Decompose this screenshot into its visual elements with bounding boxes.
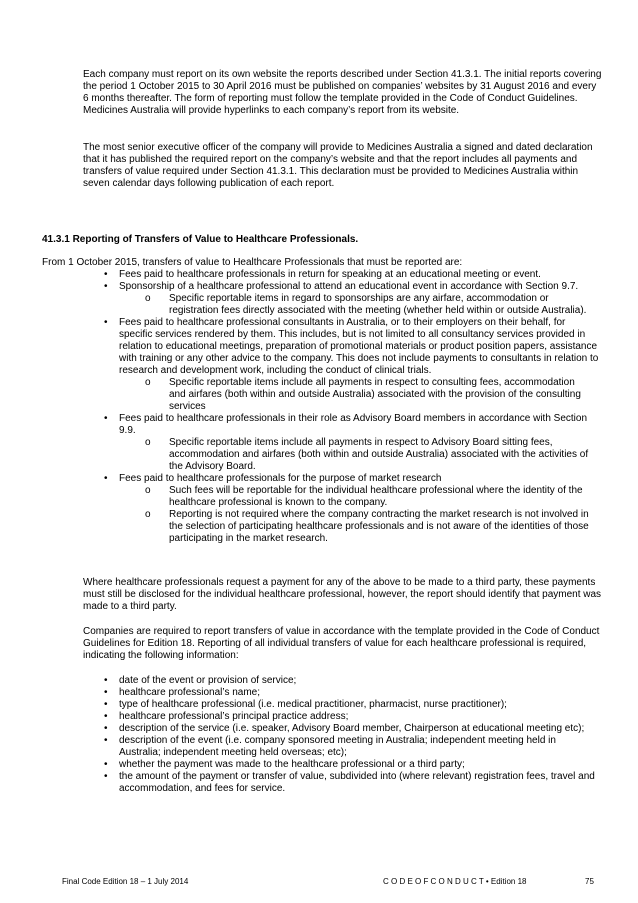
bullet-icon: o xyxy=(145,437,151,448)
sub-list-item xyxy=(119,509,589,545)
list-item-text: Sponsorship of a healthcare professional to attend an educational event in accordance with Section 9.7. xyxy=(119,281,579,292)
list-item-text: healthcare professional’s name; xyxy=(119,687,261,698)
sub-list-item-text: Specific reportable items include all payments in respect to consulting fees, accommodation and airfares (both within and outside Australia) associated with the provision of the consulting services xyxy=(169,377,581,412)
list-item xyxy=(0,711,599,723)
bullet-icon: o xyxy=(145,485,151,496)
bullet-icon: • xyxy=(104,281,108,292)
sub-list xyxy=(119,485,599,545)
footer-code-title xyxy=(383,876,526,888)
footer-separator: • xyxy=(485,877,489,886)
list-item xyxy=(0,771,599,795)
bullet-icon: • xyxy=(104,687,108,698)
list-item xyxy=(0,269,599,281)
list-item-text: Fees paid to healthcare professionals in return for speaking at an educational meeting or event. xyxy=(119,269,541,280)
footer-edition-label: Edition 18 xyxy=(490,877,527,886)
list-item xyxy=(0,473,599,545)
sub-list-item-text: Specific reportable items in regard to sponsorships are any airfare, accommodation or registration fees directly associated with the meeting (whether held within or outside Australia). xyxy=(169,293,587,316)
bullet-icon: o xyxy=(145,377,151,388)
sub-list xyxy=(119,377,599,413)
sub-list-item-text: Specific reportable items include all payments in respect to Advisory Board sitting fees, accommodation and airfares (both within and outside Australia) associated with the activities of the Advisory Board. xyxy=(169,437,589,472)
bullet-icon: • xyxy=(104,759,108,770)
list-item-text: date of the event or provision of service; xyxy=(119,675,297,686)
list-item xyxy=(0,723,599,735)
list-item-text: Fees paid to healthcare professional consultants in Australia, or to their employers on their behalf, for specific services rendered by them. This includes, but is not limited to all consultancy services provided in relation to educational meetings, preparation of promotional materials or product position papers, assistance with training or any other advice to the company. This does not include payments to consultants in relation to research and development work, including the conduct of clinical trials. xyxy=(119,317,599,376)
section-heading: 41.3.1 Reporting of Transfers of Value to Healthcare Professionals. xyxy=(42,234,359,245)
sub-list-item xyxy=(119,293,589,317)
template-paragraph: Companies are required to report transfers of value in accordance with the template provided in the Code of Conduct Guidelines for Edition 18. Reporting of all individual transfers of value for each healthcare professional is required, indicating the following information: xyxy=(83,626,600,661)
bullet-icon: • xyxy=(104,771,108,782)
page-number: 75 xyxy=(585,877,594,886)
bullet-icon: o xyxy=(145,293,151,304)
third-party-paragraph: Where healthcare professionals request a payment for any of the above to be made to a third party, these payments must still be disclosed for the individual healthcare professional, however, the report should identify that payment was made to a third party. xyxy=(83,577,602,612)
bullet-icon: • xyxy=(104,413,108,424)
bullet-icon: • xyxy=(104,699,108,710)
bullet-icon: • xyxy=(104,269,108,280)
bullet-icon: • xyxy=(104,711,108,722)
sub-list-item xyxy=(119,485,589,509)
list-item xyxy=(0,687,599,699)
footer-code-label: C O D E O F C O N D U C T xyxy=(383,877,484,886)
list-item-text: the amount of the payment or transfer of value, subdivided into (where relevant) registration fees, travel and accommodation, and fees for service. xyxy=(119,771,595,794)
list-item xyxy=(0,735,599,759)
sub-list-item-text: Reporting is not required where the company contracting the market research is not involved in the selection of participating healthcare professionals and is not aware of the identities of those participating in the market research. xyxy=(169,509,589,544)
list-item-text: Fees paid to healthcare professionals for the purpose of market research xyxy=(119,473,442,484)
list-item-text: healthcare professional’s principal practice address; xyxy=(119,711,349,722)
reporting-paragraph: Each company must report on its own website the reports described under Section 41.3.1. The initial reports covering the period 1 October 2015 to 30 April 2016 must be published on companies’ websites by 31 August 2016 and every 6 months thereafter. The form of reporting must follow the template provided in the Code of Conduct Guidelines. Medicines Australia will provide hyperlinks to each company’s report from its website. xyxy=(83,69,602,116)
list-item-text: description of the service (i.e. speaker, Advisory Board member, Chairperson at educational meeting etc); xyxy=(119,723,585,734)
bullet-icon: • xyxy=(104,735,108,746)
information-items-list xyxy=(0,675,599,795)
declaration-paragraph: The most senior executive officer of the company will provide to Medicines Australia a signed and dated declaration that it has published the required report on the company’s website and that the report includes all payments and transfers of value required under Section 41.3.1. This declaration must be provided to Medicines Australia within seven calendar days following publication of each report. xyxy=(83,142,593,189)
bullet-icon: • xyxy=(104,317,108,328)
list-item xyxy=(0,699,599,711)
list-item-text: type of healthcare professional (i.e. medical practitioner, pharmacist, nurse practitioner); xyxy=(119,699,507,710)
sub-list xyxy=(119,293,599,317)
bullet-icon: • xyxy=(104,473,108,484)
sub-list-item-text: Such fees will be reportable for the individual healthcare professional where the identity of the healthcare professional is known to the company. xyxy=(169,485,583,508)
intro-paragraph: From 1 October 2015, transfers of value to Healthcare Professionals that must be reported are: xyxy=(42,257,463,268)
bullet-icon: • xyxy=(104,723,108,734)
bullet-icon: o xyxy=(145,509,151,520)
sub-list-item xyxy=(119,377,589,413)
footer-edition-date: Final Code Edition 18 – 1 July 2014 xyxy=(62,877,189,886)
list-item xyxy=(0,317,599,413)
sub-list-item xyxy=(119,437,589,473)
list-item xyxy=(0,281,599,317)
list-item xyxy=(0,675,599,687)
list-item xyxy=(0,413,599,473)
reportable-items-list xyxy=(0,269,599,545)
list-item-text: Fees paid to healthcare professionals in their role as Advisory Board members in accordance with Section 9.9. xyxy=(119,413,588,436)
list-item xyxy=(0,759,599,771)
bullet-icon: • xyxy=(104,675,108,686)
list-item-text: description of the event (i.e. company sponsored meeting in Australia; independent meeting held in Australia; independent meeting held overseas; etc); xyxy=(119,735,556,758)
sub-list xyxy=(119,437,599,473)
list-item-text: whether the payment was made to the healthcare professional or a third party; xyxy=(119,759,465,770)
